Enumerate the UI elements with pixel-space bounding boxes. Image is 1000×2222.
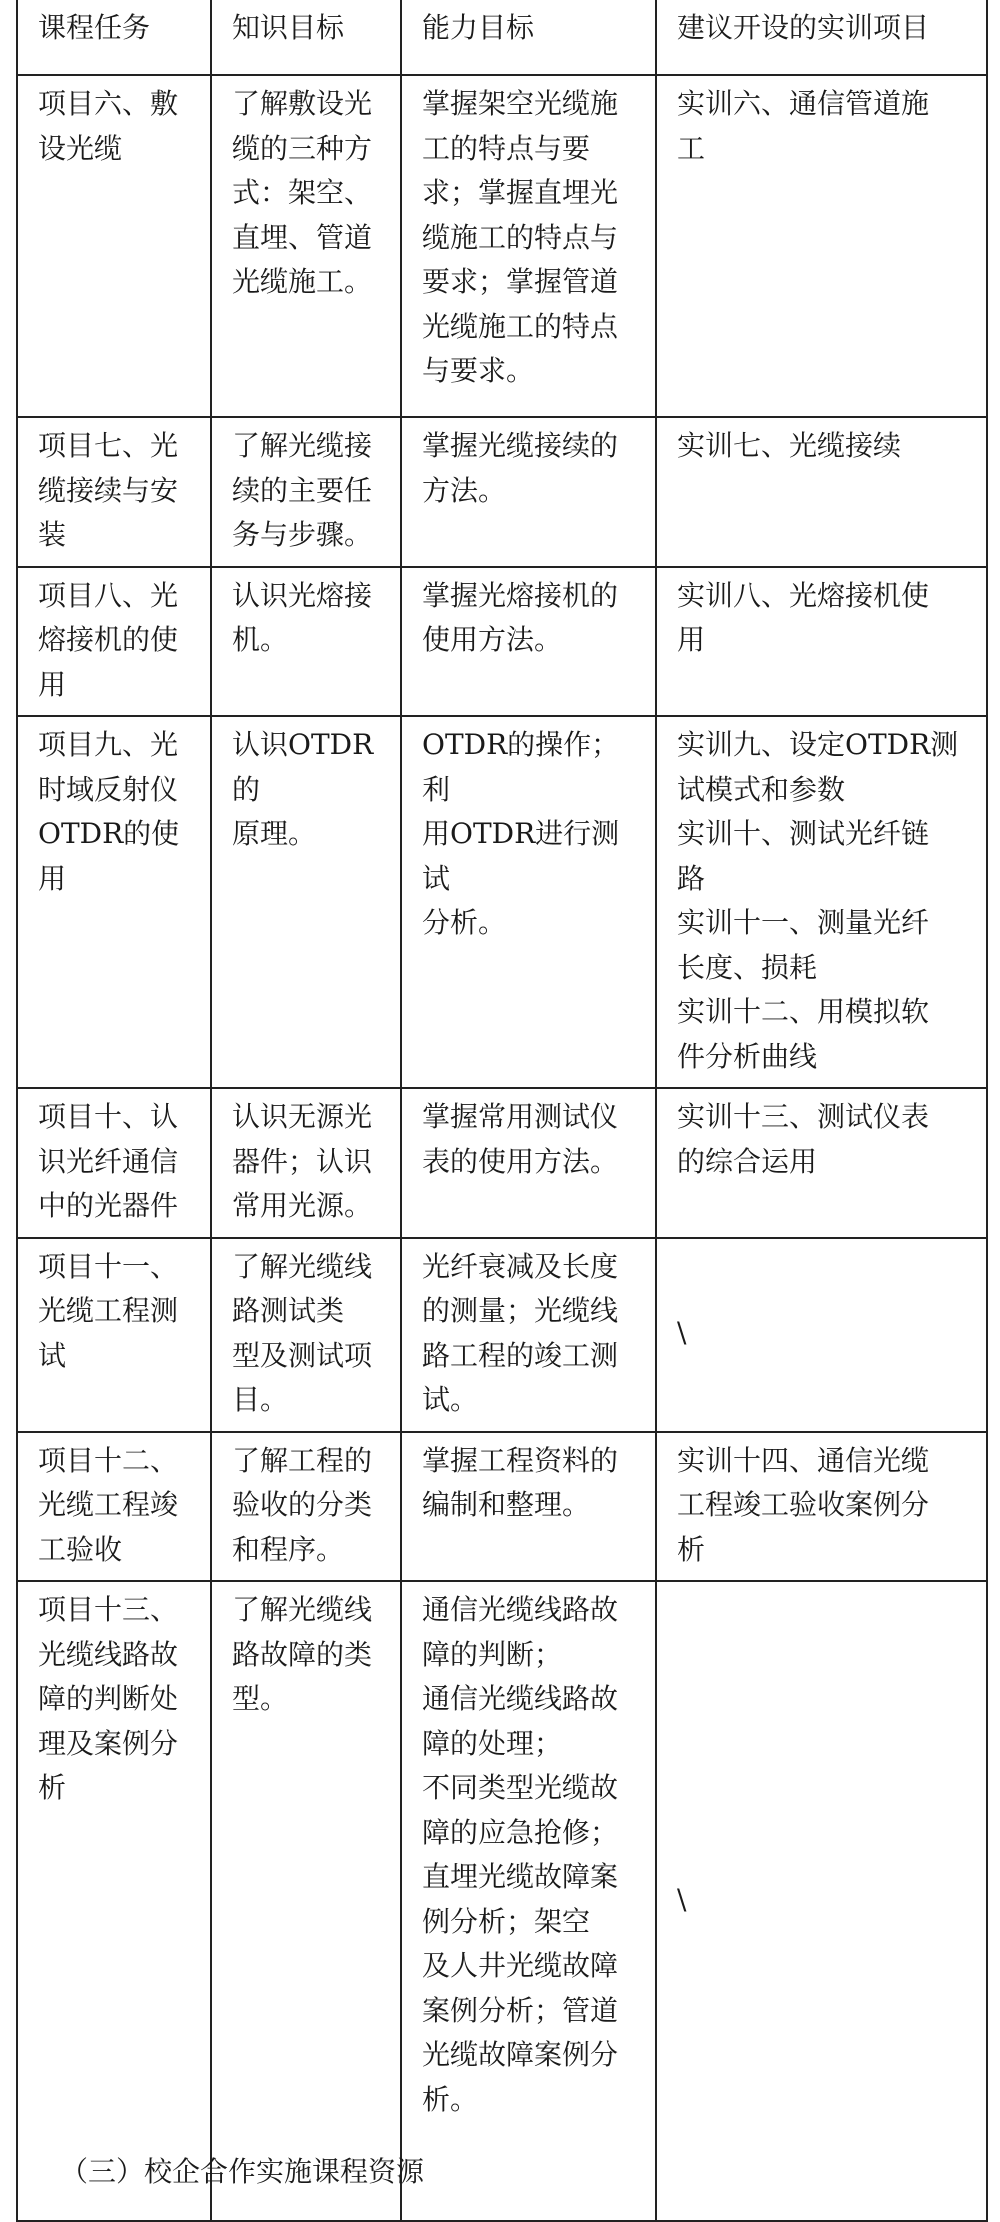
course-table-body (17, 0, 987, 2221)
header-training: 建议开设的实训项目 (656, 0, 987, 75)
cell-task-line: 项目九、光 (38, 728, 179, 761)
cell-training-line: 实训八、光熔接机使 (677, 578, 930, 612)
cell-task-line: 工验收 (38, 1532, 123, 1566)
cell-task-line: 用 (38, 667, 67, 701)
cell-knowledge-line: 路测试类 (232, 1294, 345, 1327)
cell-ability (401, 567, 656, 717)
cell-knowledge-line: 器件；认识 (232, 1144, 373, 1178)
cell-training-line: 用 (677, 623, 706, 656)
cell-ability-line: 光缆故障案例分 (422, 2038, 619, 2071)
header-knowledge: 知识目标 (211, 0, 401, 75)
cell-training-line: 工 (677, 131, 706, 165)
cell-knowledge-line: 了解光缆接 (232, 429, 373, 462)
table-row (17, 417, 987, 567)
cell-training-line: 长度、损耗 (677, 950, 818, 984)
cell-training-line: \ (677, 1882, 687, 1916)
cell-training-line: 试模式和参数 (677, 772, 846, 806)
cell-training-line: 实训十四、通信光缆 (677, 1443, 930, 1477)
cell-ability-line: 要求；掌握管道 (422, 265, 619, 298)
cell-ability-line: 掌握工程资料的 (422, 1443, 619, 1477)
cell-knowledge (211, 1088, 401, 1238)
cell-ability-line: 掌握常用测试仪 (422, 1100, 619, 1133)
cell-knowledge-line: 认识无源光 (232, 1100, 373, 1133)
cell-knowledge-line: 机。 (232, 623, 289, 656)
cell-task-line: 理及案例分 (38, 1726, 179, 1760)
table-row (17, 1432, 987, 1582)
cell-knowledge-line: 式：架空、 (232, 176, 373, 209)
cell-training-line: 件分析曲线 (677, 1039, 818, 1073)
cell-training-line: \ (677, 1316, 687, 1350)
cell-knowledge (211, 716, 401, 1088)
cell-training-line: 实训六、通信管道施 (677, 87, 930, 120)
cell-ability-line: 掌握光缆接续的 (422, 429, 619, 462)
cell-ability-line: 通信光缆线路故 (422, 1593, 619, 1626)
cell-task-line: 装 (38, 518, 67, 551)
cell-ability-line: 例分析；架空 (422, 1904, 591, 1938)
cell-training-line: 工程竣工验收案例分 (677, 1488, 930, 1521)
cell-task-line: 析 (38, 1771, 67, 1804)
cell-training (656, 1581, 987, 2221)
cell-ability-line: 案例分析；管道 (422, 1993, 619, 2027)
cell-knowledge-line: 了解敷设光 (232, 87, 373, 120)
cell-ability-line: 障的处理； (422, 1726, 563, 1760)
cell-knowledge-line: 了解光缆线 (232, 1593, 373, 1626)
cell-knowledge-line: 验收的分类 (232, 1488, 373, 1521)
cell-task (17, 567, 211, 717)
cell-training-line: 实训十、测试光纤链 (677, 817, 930, 850)
cell-task-line: 项目十、认 (38, 1100, 179, 1133)
cell-ability-line: 光纤衰减及长度 (422, 1249, 619, 1283)
cell-training (656, 75, 987, 417)
cell-knowledge-line: 直埋、管道 (232, 220, 373, 254)
cell-ability-line: 光缆施工的特点 (422, 309, 619, 343)
cell-knowledge-line: 认识光熔接 (232, 578, 373, 612)
header-task: 课程任务 (17, 0, 211, 75)
cell-task-line: 熔接机的使 (38, 623, 179, 656)
cell-ability (401, 1432, 656, 1582)
course-table (16, 0, 988, 2222)
cell-ability (401, 417, 656, 567)
cell-knowledge-line: 光缆施工。 (232, 265, 373, 298)
cell-task-line: 项目七、光 (38, 429, 179, 462)
cell-task-line: 项目十三、 (38, 1593, 179, 1626)
cell-task-line: 项目十一、 (38, 1249, 179, 1283)
cell-ability-line: 路工程的竣工测 (422, 1338, 619, 1372)
cell-ability-line: 通信光缆线路故 (422, 1682, 619, 1715)
cell-task-line: 光缆线路故 (38, 1637, 179, 1671)
cell-ability-line: 缆施工的特点与 (422, 220, 619, 254)
cell-training (656, 1238, 987, 1432)
cell-training (656, 567, 987, 717)
cell-ability-line: 编制和整理。 (422, 1488, 591, 1521)
cell-task-line: 设光缆 (38, 131, 123, 165)
cell-knowledge-line: 型。 (232, 1682, 289, 1715)
cell-training-line: 的综合运用 (677, 1144, 818, 1178)
cell-training-line: 实训十一、测量光纤 (677, 906, 930, 939)
header-ability: 能力目标 (401, 0, 656, 75)
cell-ability-line: 使用方法。 (422, 623, 563, 656)
cell-ability-line: 障的判断； (422, 1637, 563, 1671)
cell-ability-line: 分析。 (422, 906, 507, 939)
cell-knowledge-line: 目。 (232, 1383, 289, 1416)
cell-ability-line: 求；掌握直埋光 (422, 176, 619, 209)
cell-task-line: 项目十二、 (38, 1443, 179, 1477)
cell-ability-line: 不同类型光缆故 (422, 1771, 619, 1804)
cell-training-line: 析 (677, 1532, 706, 1566)
cell-knowledge-line: 了解工程的 (232, 1443, 373, 1477)
cell-knowledge-line: 务与步骤。 (232, 518, 373, 551)
cell-task-line: 中的光器件 (38, 1189, 179, 1222)
cell-ability (401, 716, 656, 1088)
cell-knowledge (211, 567, 401, 717)
cell-training-line: 实训十三、测试仪表 (677, 1100, 930, 1133)
cell-task-line: 光缆工程测 (38, 1294, 179, 1327)
cell-ability (401, 75, 656, 417)
cell-task (17, 1432, 211, 1582)
cell-task (17, 1238, 211, 1432)
cell-ability-line: OTDR的操作；利 (422, 728, 620, 806)
cell-ability-line: 掌握架空光缆施 (422, 87, 619, 120)
cell-ability-line: 的测量；光缆线 (422, 1294, 619, 1327)
cell-task-line: 时域反射仪 (38, 772, 179, 806)
table-row (17, 567, 987, 717)
cell-ability-line: 障的应急抢修； (422, 1815, 619, 1849)
cell-training (656, 417, 987, 567)
cell-knowledge-line: 续的主要任 (232, 473, 373, 507)
cell-ability-line: 直埋光缆故障案 (422, 1860, 619, 1893)
table-header-row (17, 0, 987, 75)
cell-task-line: OTDR的使用 (38, 817, 180, 895)
cell-ability (401, 1581, 656, 2221)
cell-task (17, 417, 211, 567)
cell-knowledge-line: 常用光源。 (232, 1189, 373, 1222)
cell-training-line: 实训九、设定OTDR测 (677, 728, 959, 761)
cell-knowledge-line: 路故障的类 (232, 1637, 373, 1671)
cell-knowledge-line: 认识OTDR的 (232, 728, 374, 806)
cell-task (17, 1088, 211, 1238)
table-row (17, 75, 987, 417)
cell-ability (401, 1238, 656, 1432)
cell-ability-line: 表的使用方法。 (422, 1144, 619, 1178)
cell-knowledge (211, 75, 401, 417)
cell-task-line: 缆接续与安 (38, 473, 179, 507)
cell-ability-line: 与要求。 (422, 354, 535, 387)
cell-task-line: 识光纤通信 (38, 1144, 179, 1178)
cell-task (17, 716, 211, 1088)
cell-training (656, 1432, 987, 1582)
cell-task (17, 1581, 211, 2221)
cell-training-line: 路 (677, 861, 706, 895)
cell-knowledge (211, 1238, 401, 1432)
cell-ability (401, 1088, 656, 1238)
cell-knowledge-line: 缆的三种方 (232, 131, 373, 165)
cell-knowledge-line: 原理。 (232, 817, 317, 850)
cell-task-line: 试 (38, 1338, 67, 1372)
cell-knowledge (211, 1581, 401, 2221)
cell-knowledge-line: 型及测试项 (232, 1338, 373, 1372)
cell-ability-line: 析。 (422, 2082, 479, 2116)
cell-ability-line: 掌握光熔接机的 (422, 578, 619, 612)
cell-ability-line: 用OTDR进行测试 (422, 817, 620, 895)
cell-ability-line: 方法。 (422, 473, 507, 507)
cell-training-line: 实训十二、用模拟软 (677, 995, 930, 1028)
cell-training (656, 716, 987, 1088)
cell-task-line: 光缆工程竣 (38, 1488, 179, 1521)
section-heading-footer: （三）校企合作实施课程资源 (60, 2155, 425, 2188)
cell-knowledge-line: 和程序。 (232, 1532, 345, 1566)
cell-knowledge (211, 417, 401, 567)
cell-knowledge (211, 1432, 401, 1582)
cell-task-line: 项目六、敷 (38, 87, 179, 120)
table-row (17, 1238, 987, 1432)
cell-ability-line: 工的特点与要 (422, 131, 591, 165)
table-row (17, 716, 987, 1088)
cell-ability-line: 及人井光缆故障 (422, 1949, 619, 1982)
cell-task-line: 项目八、光 (38, 578, 179, 612)
table-row (17, 1581, 987, 2221)
cell-training-line: 实训七、光缆接续 (677, 429, 902, 462)
cell-knowledge-line: 了解光缆线 (232, 1249, 373, 1283)
cell-training (656, 1088, 987, 1238)
table-row (17, 1088, 987, 1238)
cell-task-line: 障的判断处 (38, 1682, 179, 1715)
cell-ability-line: 试。 (422, 1383, 479, 1416)
cell-task (17, 75, 211, 417)
